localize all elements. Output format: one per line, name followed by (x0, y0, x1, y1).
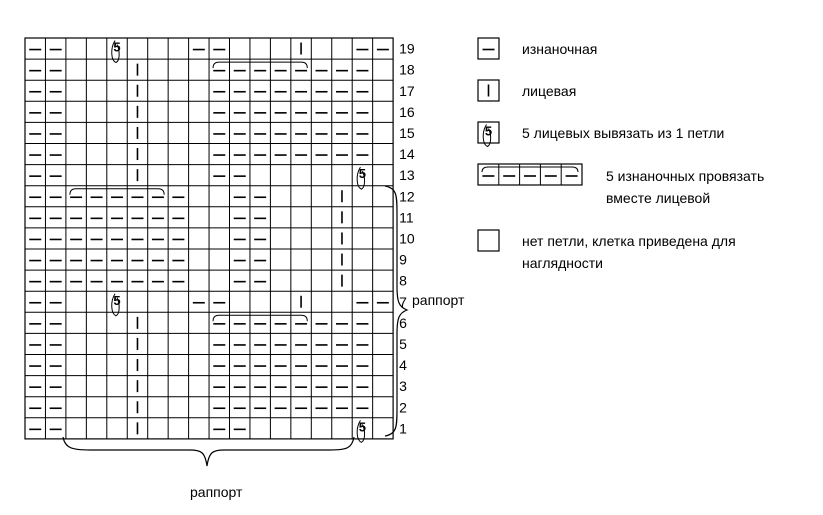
row-number: 19 (399, 40, 415, 57)
row-number: 10 (399, 230, 415, 247)
row-number: 8 (399, 272, 407, 289)
row-number: 3 (399, 378, 407, 395)
row-number: 7 (399, 293, 407, 310)
row-number: 4 (399, 357, 407, 374)
five-from-one-stitch-glyph: 5 (358, 166, 367, 182)
five-from-one-stitch-glyph: 5 (113, 292, 121, 308)
row-number: 12 (399, 188, 415, 205)
horizontal-repeat-label: раппорт (190, 484, 243, 500)
legend-text: вместе лицевой (606, 190, 711, 206)
legend (478, 38, 764, 271)
row-number: 1 (399, 420, 407, 437)
row-number: 6 (399, 314, 407, 331)
five-from-one-stitch-glyph: 5 (358, 419, 367, 435)
row-number: 11 (399, 209, 414, 226)
row-number: 9 (399, 251, 407, 268)
legend-text: изнаночная (522, 41, 598, 57)
legend-text: наглядности (522, 255, 603, 271)
stitch-grid (25, 38, 393, 442)
row-number: 15 (399, 124, 415, 141)
legend-text: 5 изнаночных провязать (606, 168, 765, 184)
legend-text: нет петли, клетка приведена для (522, 233, 736, 249)
row-number: 18 (399, 61, 415, 78)
row-number: 16 (399, 103, 415, 120)
row-number: 13 (399, 167, 415, 184)
legend-text: лицевая (522, 83, 577, 99)
row-number-column (399, 41, 415, 437)
horizontal-repeat-brace (63, 437, 354, 466)
vertical-repeat-label: раппорт (412, 292, 465, 308)
row-number: 5 (399, 335, 407, 352)
legend-symbol-box (478, 230, 499, 251)
five-from-one-stitch-glyph: 5 (113, 39, 121, 55)
legend-symbol-box (478, 38, 499, 59)
row-number: 14 (399, 146, 415, 163)
row-number: 2 (399, 399, 407, 416)
five-from-one-stitch-glyph: 5 (484, 123, 493, 139)
legend-text: 5 лицевых вывязать из 1 петли (522, 125, 725, 141)
row-number: 17 (399, 82, 415, 99)
